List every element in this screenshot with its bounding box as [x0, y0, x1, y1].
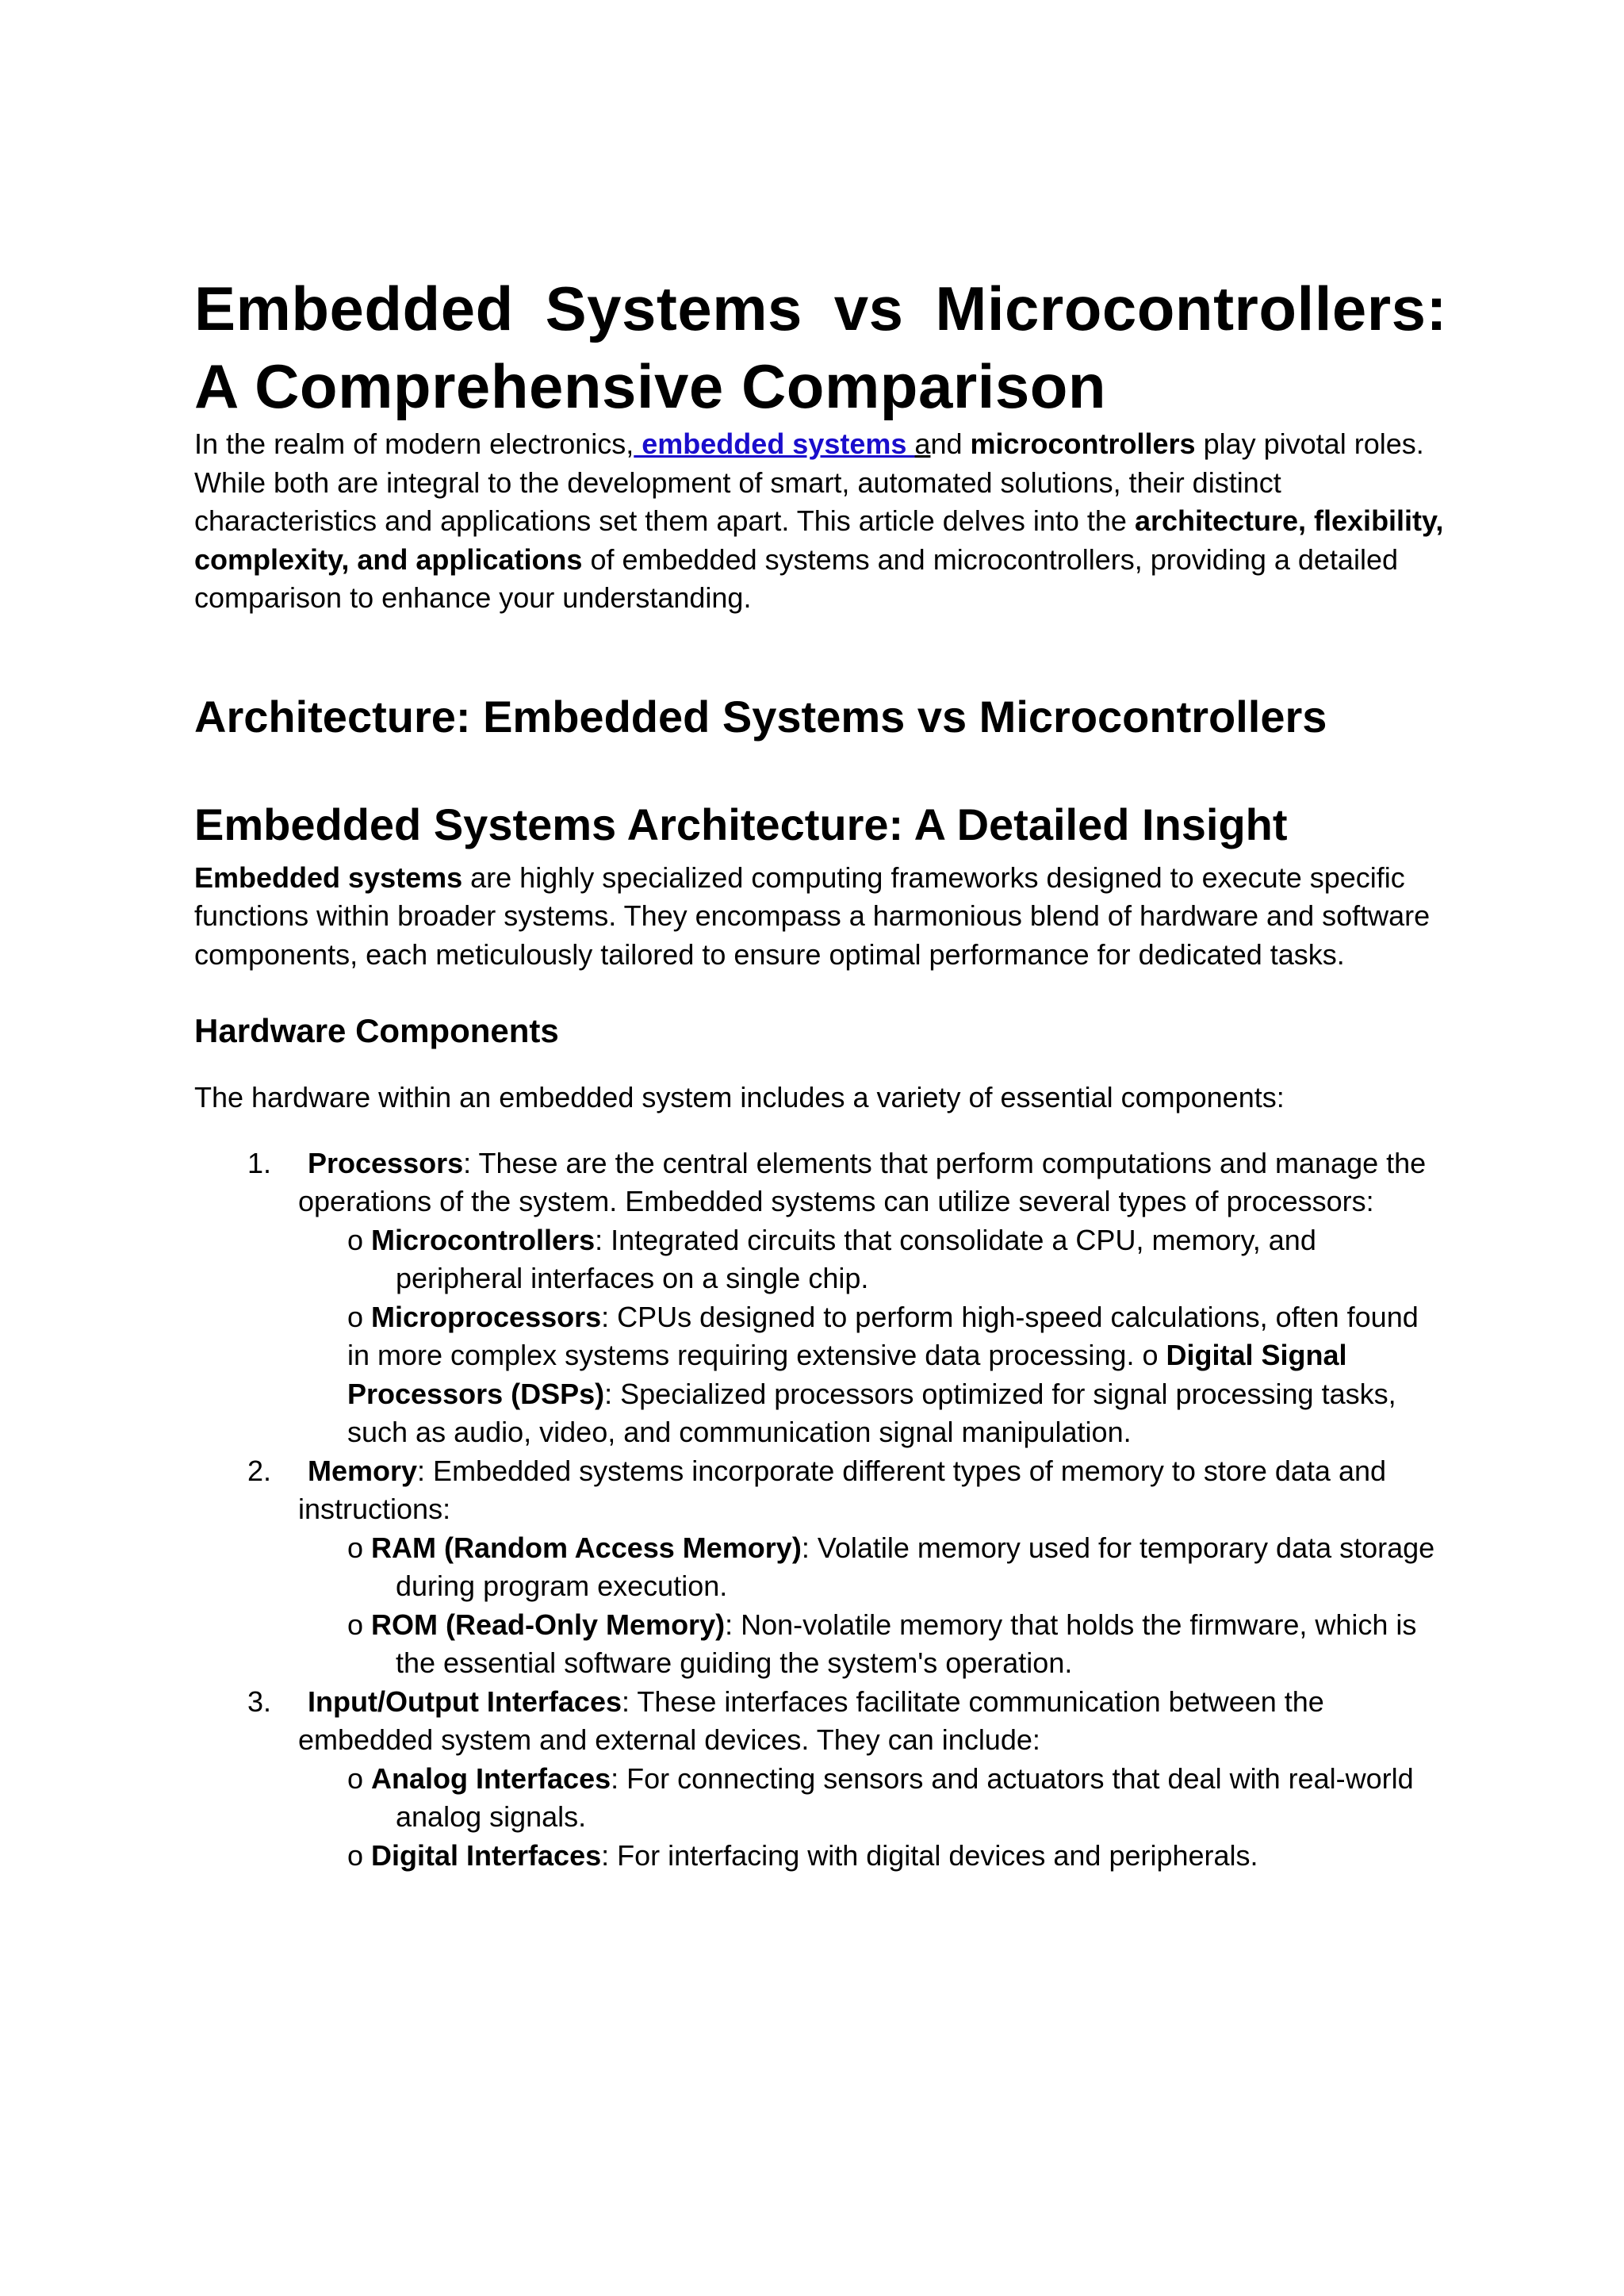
digital-text: : For interfacing with digital devices and peripherals. — [601, 1838, 1258, 1872]
microcontrollers-text: : Integrated circuits that consolidate a CPU, memory, and peripheral interfaces on a single chip. — [396, 1223, 1316, 1294]
page-title — [194, 270, 1447, 425]
list-item-memory — [194, 1452, 1447, 1683]
hardware-list — [194, 1144, 1447, 1876]
bullet: o — [347, 1838, 372, 1872]
sub-item-analog — [298, 1760, 1447, 1837]
ram-label: RAM (Random Access Memory) — [371, 1531, 802, 1564]
memory-text: : Embedded systems incorporate different types of memory to store data and instructions: — [298, 1454, 1387, 1525]
embedded-systems-link[interactable]: embedded systems — [634, 427, 915, 460]
hardware-lead-text: The hardware within an embedded system includes a variety of essential components: — [194, 1081, 1285, 1114]
bullet: o — [347, 1761, 372, 1795]
sub-item-rom — [298, 1606, 1447, 1683]
bullet: o — [347, 1300, 372, 1333]
sub-item-microprocessors — [298, 1298, 1447, 1452]
sub-item-ram — [298, 1529, 1447, 1606]
memory-label: Memory — [308, 1454, 418, 1487]
bullet: o — [347, 1608, 372, 1641]
bullet: o — [347, 1531, 372, 1564]
memory-sublist — [298, 1529, 1447, 1683]
intro-text-1: In the realm of modern electronics, — [194, 427, 634, 460]
hardware-components-heading: Hardware Components — [194, 1012, 559, 1049]
intro-paragraph — [194, 425, 1447, 618]
io-label: Input/Output Interfaces — [308, 1685, 622, 1718]
list-item-processors — [194, 1144, 1447, 1452]
title-line-2: A Comprehensive Comparison — [194, 351, 1107, 421]
sub-heading-embedded-architecture: Embedded Systems Architecture: A Detailed Insight — [194, 799, 1288, 849]
list-number: 2. — [247, 1454, 272, 1487]
digital-label: Digital Interfaces — [371, 1838, 602, 1872]
processors-text: : These are the central elements that perform computations and manage the operations of the system. Embedded systems can utilize several types of processors: — [298, 1146, 1427, 1217]
microcontrollers-label: Microcontrollers — [371, 1223, 596, 1256]
sub-item-digital — [298, 1837, 1447, 1876]
embedded-systems-bold: Embedded systems — [194, 861, 463, 894]
list-number: 1. — [247, 1146, 272, 1179]
link-tail: a — [914, 427, 931, 460]
ram-text: : Volatile memory used for temporary data storage during program execution. — [396, 1531, 1435, 1602]
analog-label: Analog Interfaces — [371, 1761, 611, 1795]
bullet: o — [347, 1223, 372, 1256]
rom-text: : Non-volatile memory that holds the firmware, which is the essential software guiding the system's operation. — [396, 1608, 1417, 1679]
embedded-systems-paragraph — [194, 859, 1447, 975]
list-number: 3. — [247, 1685, 272, 1718]
dsp-text: : Specialized processors optimized for signal processing tasks, such as audio, video, and communication signal manipulation. — [347, 1377, 1396, 1448]
rom-label: ROM (Read-Only Memory) — [371, 1608, 726, 1641]
title-line-1: Embedded Systems vs Microcontrollers: — [194, 274, 1447, 343]
intro-text-2: nd — [930, 427, 971, 460]
intro-text-3: play pivotal roles. While both are integral to the development of smart, automated solutions, their distinct characteristics and applications set them apart. This article delves into the — [194, 427, 1424, 537]
sub-item-microcontrollers — [298, 1221, 1447, 1298]
processors-label: Processors — [308, 1146, 464, 1179]
document-page — [194, 270, 1447, 1875]
intro-bold-topics: architecture, flexibility, complexity, and applications — [194, 504, 1444, 576]
intro-text-4: of embedded systems and microcontrollers, providing a detailed comparison to enhance your understanding. — [194, 542, 1398, 614]
analog-text: : For connecting sensors and actuators that deal with real-world analog signals. — [396, 1761, 1414, 1833]
io-text: : These interfaces facilitate communication between the embedded system and external devices. They can include: — [298, 1685, 1324, 1756]
io-sublist — [298, 1760, 1447, 1876]
embedded-systems-text: are highly specialized computing frameworks designed to execute specific functions within broader systems. They encompass a harmonious blend of hardware and software components, each meticulously tailored to ensure optimal performance for dedicated tasks. — [194, 861, 1431, 971]
dsp-label: Digital Signal Processors (DSPs) — [347, 1339, 1347, 1410]
list-item-io-interfaces — [194, 1683, 1447, 1876]
processors-sublist — [298, 1221, 1447, 1452]
microprocessors-text: : CPUs designed to perform high-speed calculations, often found in more complex systems requiring extensive data processing. o — [347, 1300, 1419, 1371]
microprocessors-label: Microprocessors — [371, 1300, 602, 1333]
intro-bold-microcontrollers: microcontrollers — [970, 427, 1196, 460]
section-heading-architecture: Architecture: Embedded Systems vs Microcontrollers — [194, 691, 1327, 742]
